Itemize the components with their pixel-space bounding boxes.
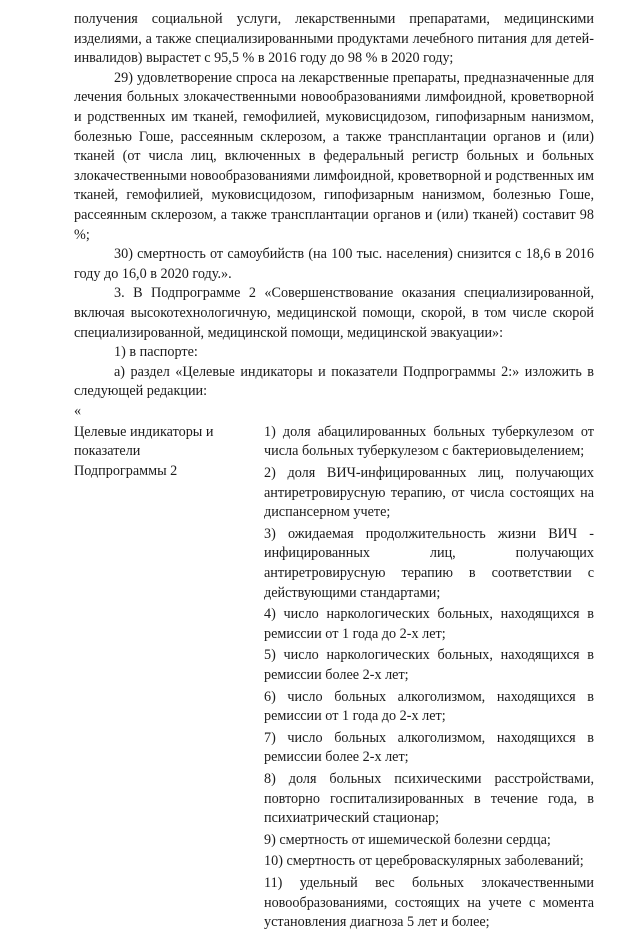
paragraph-section-3: 3. В Подпрограмме 2 «Совершенствование оказания специализированной, включая высокотехнологичную, медицинской помощи, скорой, в том числе скорой специализированной, медицинской помощи, медицинской эвакуации»: bbox=[74, 285, 594, 341]
paragraph-passport: 1) в паспорте: bbox=[114, 344, 198, 361]
heading-line: Целевые индикаторы и bbox=[74, 423, 214, 440]
heading-line: Подпрограммы 2 bbox=[74, 463, 178, 480]
paragraph-item-29: 29) удовлетворение спроса на лекарственные препараты, предназначенные для лечения больных злокачественными новообразованиями лимфоидной, кроветворной и родственных им тканей, гемофилией, муковисцидозом, гипофизарным нанизмом, болезнью Гоше, рассеянным склерозом, а также трансплантации органов и (или) тканей (от числа лиц, включенных в федеральный регистр больных и больных злокачественными новообразованиями лимфоидной, кроветворной и родственных им тканей, гемофилией, муковисцидозом, гипофизарным нанизмом, болезнью Гоше, рассеянным склерозом, а также трансплантации органов и (или) тканей) составит 98 %; bbox=[74, 69, 594, 243]
indicator-item: 2) доля ВИЧ-инфицированных лиц, получающих антиретровирусную терапию, от числа состоящих на диспансерном учете; bbox=[264, 465, 594, 521]
document-page bbox=[74, 10, 594, 935]
indicators-list-cell bbox=[264, 423, 594, 935]
opening-quote-mark: « bbox=[74, 402, 82, 419]
paragraph-continuation: получения социальной услуги, лекарственными препаратами, медицинскими изделиями, а также специализированными продуктами лечебного питания для детей-инвалидов) вырастет с 95,5 % в 2016 году до 98 % в 2020 году; bbox=[74, 11, 594, 67]
indicator-item: 1) доля абацилированных больных туберкулезом от числа больных туберкулезом с бактериовыделением; bbox=[264, 423, 594, 460]
paragraph-item-30: 30) смертность от самоубийств (на 100 тыс. населения) снизится с 18,6 в 2016 году до 16,0 в 2020 году.». bbox=[74, 246, 594, 282]
indicators-table bbox=[74, 423, 594, 935]
indicator-item: 8) доля больных психическими расстройствами, повторно госпитализированных в течение года, в психиатрический стационар; bbox=[264, 770, 594, 827]
indicator-item: 6) число больных алкоголизмом, находящихся в ремиссии от 1 года до 2-х лет; bbox=[264, 688, 594, 725]
indicator-item: 11) удельный вес больных злокачественными новообразованиями, состоящих на учете с момента установления диагноза 5 лет и более; bbox=[264, 874, 594, 931]
indicator-item: 9) смертность от ишемической болезни сердца; bbox=[264, 831, 551, 848]
indicator-item: 7) число больных алкоголизмом, находящихся в ремиссии более 2-х лет; bbox=[264, 729, 594, 766]
heading-line: показатели bbox=[74, 443, 141, 460]
indicator-item: 5) число наркологических больных, находящихся в ремиссии более 2-х лет; bbox=[264, 647, 594, 683]
indicator-item: 4) число наркологических больных, находящихся в ремиссии от 1 года до 2-х лет; bbox=[264, 606, 594, 642]
indicator-item: 3) ожидаемая продолжительность жизни ВИЧ - инфицированных лиц, получающих антиретровирусную терапию в соответствии с действующими стандартами; bbox=[264, 525, 594, 601]
indicator-item: 10) смертность от цереброваскулярных заболеваний; bbox=[264, 853, 584, 870]
paragraph-section-a: а) раздел «Целевые индикаторы и показатели Подпрограммы 2:» изложить в следующей редакции: bbox=[74, 363, 594, 400]
indicators-heading-cell bbox=[74, 423, 264, 935]
